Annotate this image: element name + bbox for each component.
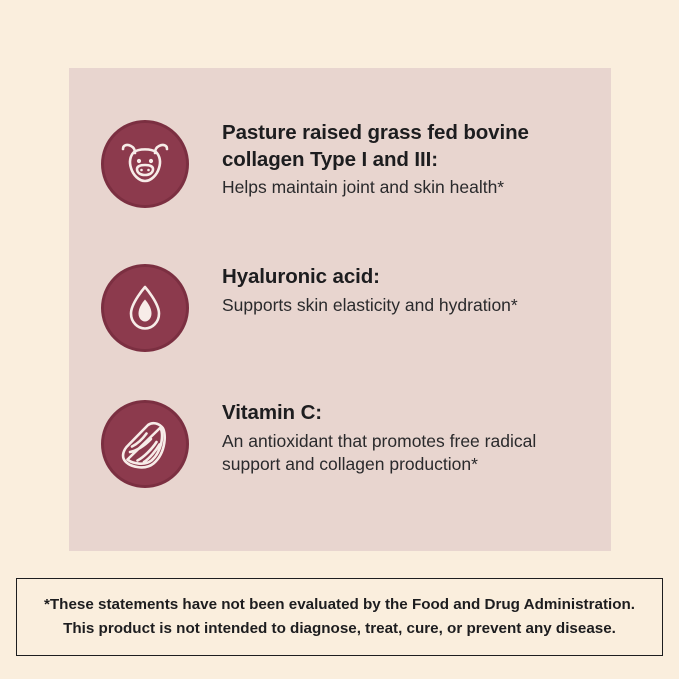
benefit-text-collagen xyxy=(222,116,562,200)
benefit-item-vitamin-c xyxy=(101,396,601,488)
benefit-title: Pasture raised grass fed bovine collagen Type I and III: xyxy=(222,121,529,171)
disclaimer-line-2: This product is not intended to diagnose, treat, cure, or prevent any disease. xyxy=(63,620,616,637)
cow-head-icon xyxy=(101,120,189,208)
benefit-list xyxy=(69,68,611,551)
benefit-title: Vitamin C: xyxy=(222,401,322,424)
benefit-description: Helps maintain joint and skin health* xyxy=(222,177,505,198)
disclaimer-line-1: *These statements have not been evaluated by the Food and Drug Administration. xyxy=(43,596,635,614)
benefits-panel xyxy=(69,68,611,551)
benefit-description: Supports skin elasticity and hydration* xyxy=(222,294,518,315)
benefit-title: Hyaluronic acid: xyxy=(222,265,380,288)
benefit-item-hyaluronic-acid xyxy=(101,260,601,352)
benefit-text-hyaluronic-acid xyxy=(222,260,518,317)
citrus-slice-icon xyxy=(101,400,189,488)
water-droplet-icon xyxy=(101,264,189,352)
benefit-item-collagen xyxy=(101,116,601,208)
benefit-description: An antioxidant that promotes free radical support and collagen production* xyxy=(222,430,537,475)
benefit-text-vitamin-c xyxy=(222,396,582,477)
fda-disclaimer-box xyxy=(16,578,663,656)
